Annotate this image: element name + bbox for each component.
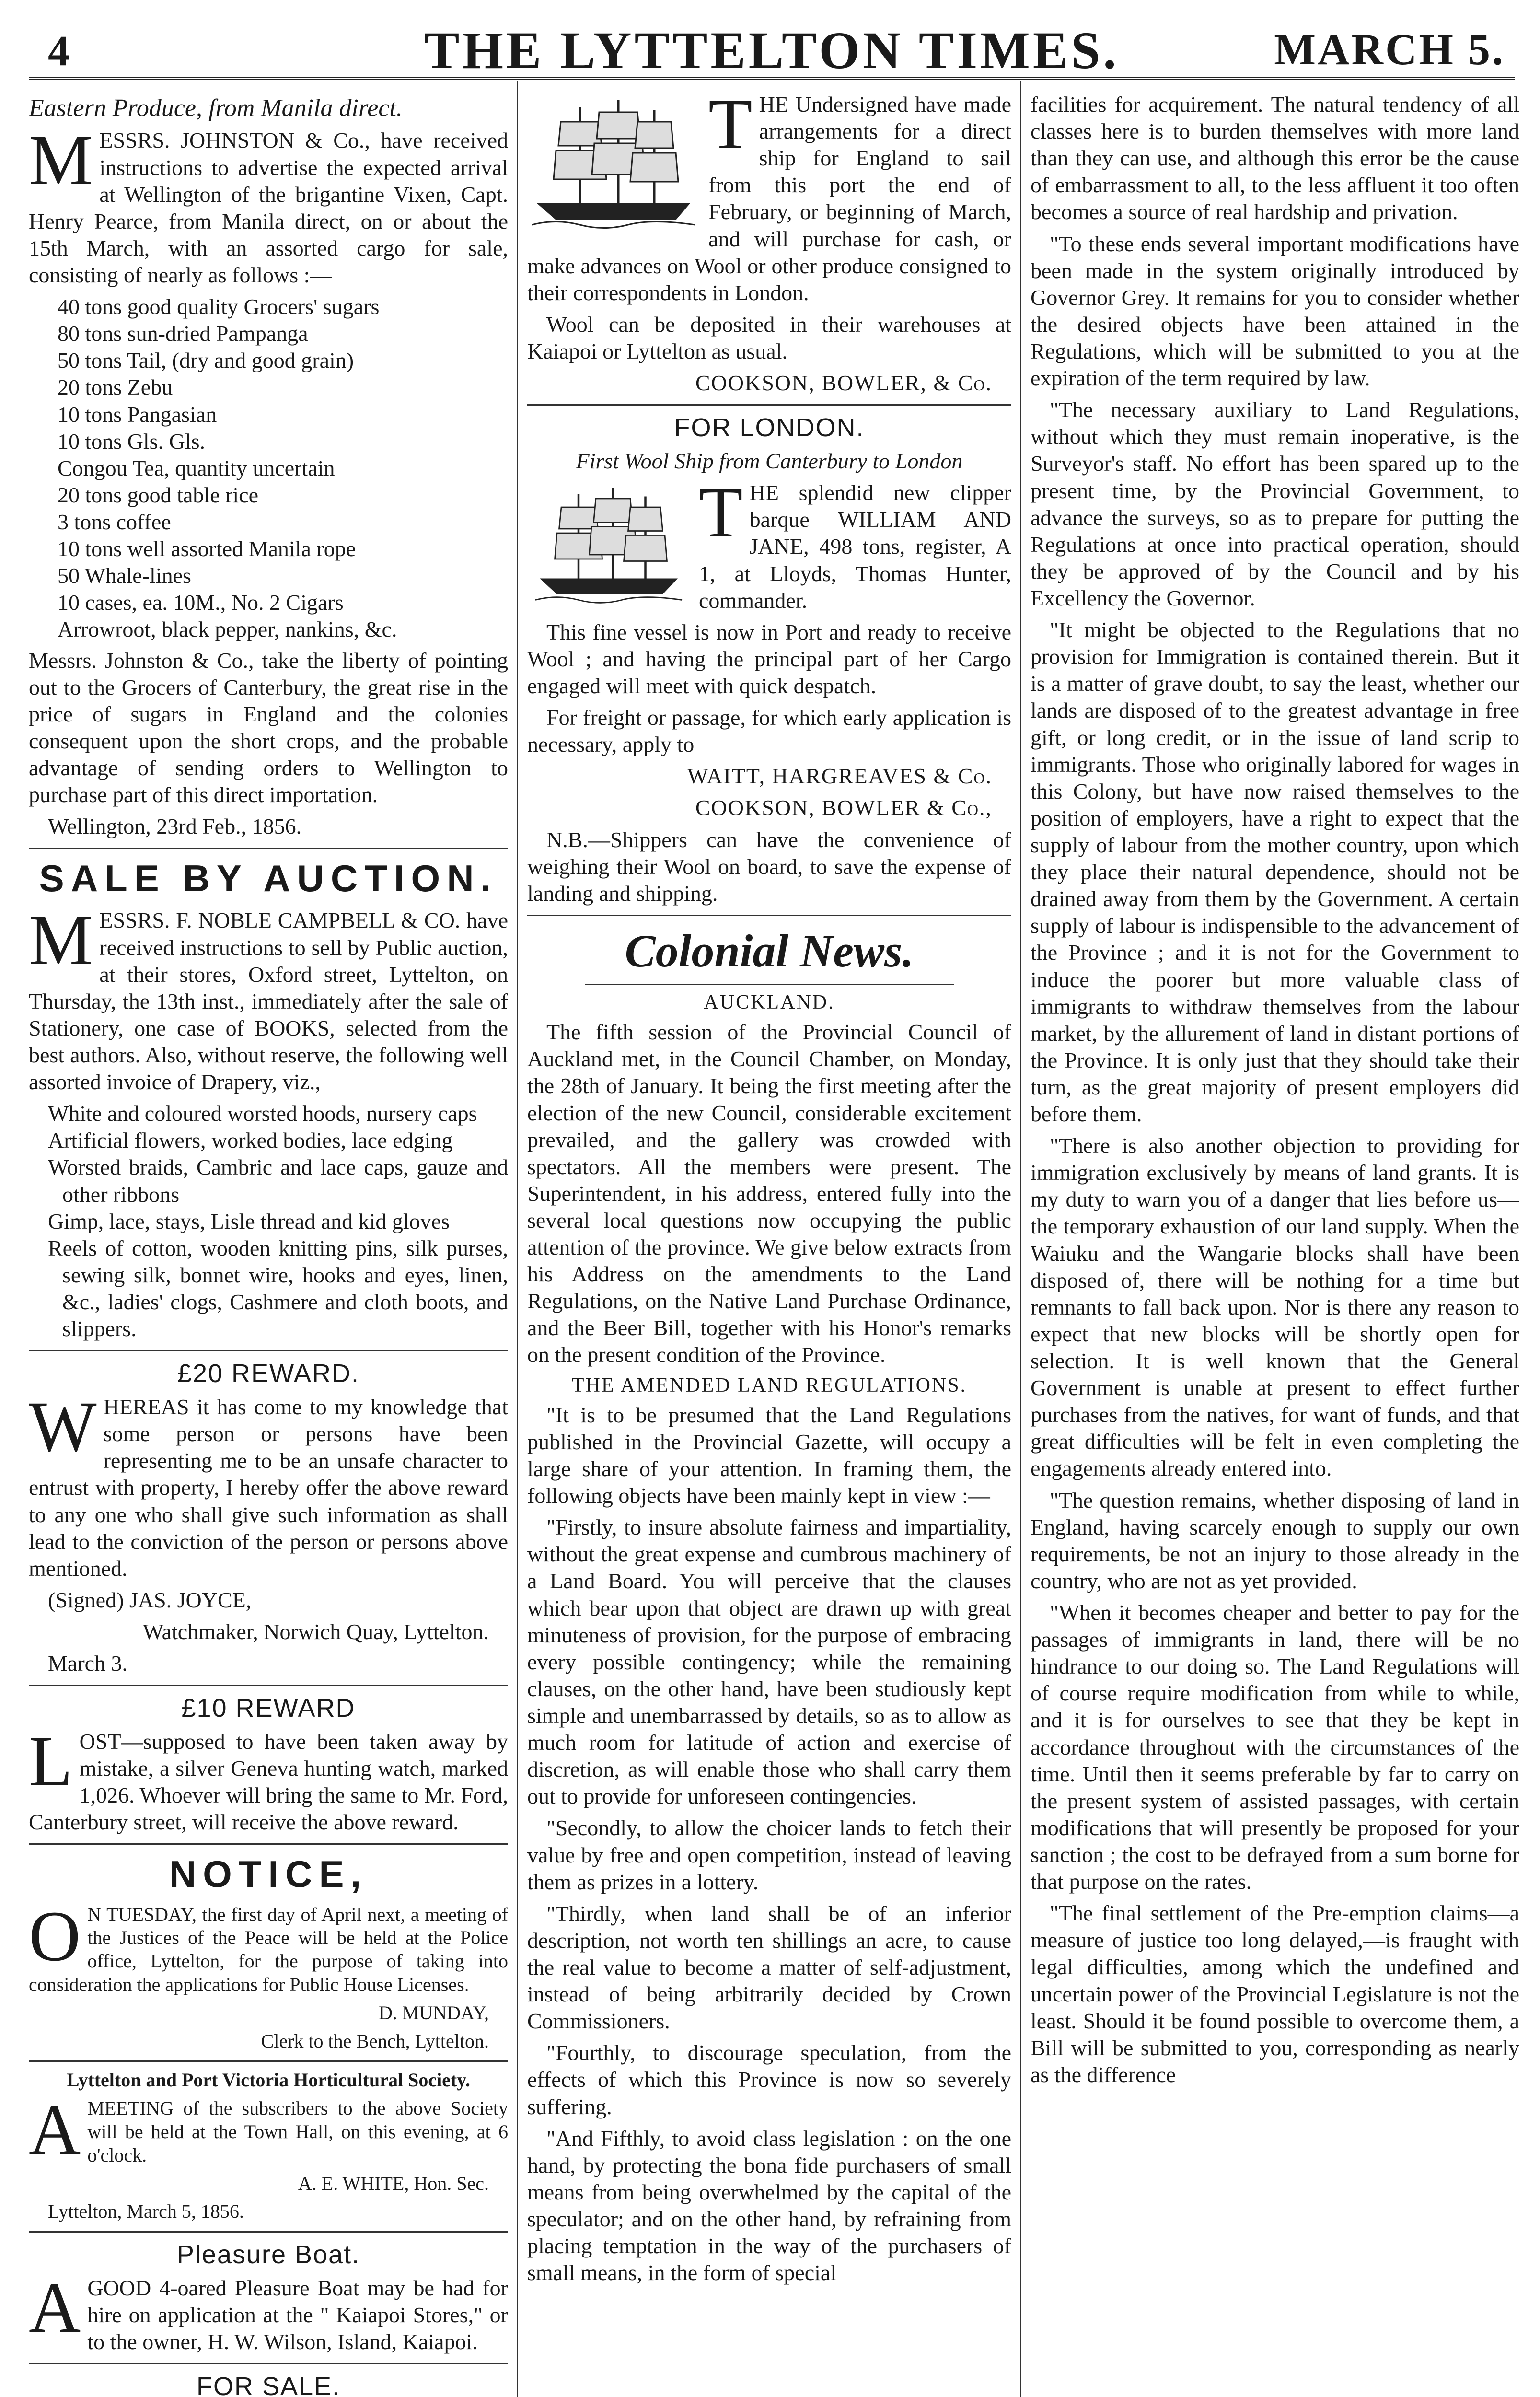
list-item: Worsted braids, Cambric and lace caps, gauze and other ribbons: [48, 1155, 508, 1207]
column-two: [527, 91, 1011, 2397]
advert-heading: NOTICE,: [169, 1853, 368, 1896]
article-paragraph: "The necessary auxiliary to Land Regulations, without which they must remain inoperative, is the Surveyor's staff. No effort has been spared up to the present time, by the Provincial Government, to advance the surveys, so as to prepare for putting the Regulations at once into practical operation, should they be approved of by the Council and by his Excellency the Governor.: [1031, 397, 1519, 610]
advert-heading: Pleasure Boat.: [176, 2240, 360, 2269]
advert-heading: £20 REWARD.: [177, 1359, 360, 1388]
advert-subheading: First Wool Ship from Canterbury to London: [576, 449, 963, 474]
sailing-ship-illustration: [527, 93, 700, 237]
issue-date: MARCH 5.: [1274, 25, 1505, 74]
advert-date: March 3.: [48, 1651, 128, 1676]
advert-twenty-pound-reward: [29, 1358, 508, 1677]
list-item: 10 tons Gls. Gls.: [58, 429, 205, 454]
divider: [29, 1843, 508, 1845]
colonial-news-article: [527, 923, 1011, 2287]
article-paragraph: "The final settlement of the Pre-emption claims—a measure of justice too long delayed,—is fraught with legal difficulties, among which the undefined and uncertain power of the Provincial Legislature is not the least. Should it be found possible to overcome them, a Bill will be submitted to you, corresponding as nearly as the difference: [1031, 1901, 1519, 2087]
advert-heading: FOR SALE.: [196, 2372, 341, 2397]
column-rule: [517, 81, 518, 2397]
advert-manila-produce: [29, 93, 508, 840]
article-subheading: AUCKLAND.: [704, 991, 835, 1013]
divider: [29, 1350, 508, 1351]
divider: [527, 404, 1011, 406]
advert-signed: D. MUNDAY,: [378, 2001, 489, 2024]
divider: [29, 1685, 508, 1686]
divider: [527, 915, 1011, 916]
advert-body: MESSRS. F. NOBLE CAMPBELL & CO. have received instructions to sell by Public auction, at their stores, Oxford street, Lyttelton, on Thursday, the 13th inst., immediately after the sale of Stationery, one case of BOOKS, selected from the best authors. Also, without reserve, the following well assorted invoice of Drapery, viz.,: [29, 900, 508, 1094]
drop-cap: M: [29, 900, 93, 980]
drop-cap: A: [29, 2268, 81, 2348]
advert-signed: (Signed) JAS. JOYCE,: [48, 1587, 252, 1612]
column-rule: [1020, 81, 1021, 2397]
masthead: [29, 10, 1515, 80]
advert-body: MESSRS. JOHNSTON & Co., have received instructions to advertise the expected arrival at Wellington of the brigantine Vixen, Capt. Henry Pearce, from Manila direct, on or about the 15th March, with an assorted cargo for sale, consisting of nearly as follows :—: [29, 120, 508, 287]
article-paragraph: "Fourthly, to discourage speculation, from the effects of which this Province is now so severely suffering.: [527, 2040, 1011, 2119]
drop-cap: T: [699, 473, 743, 553]
list-item: Reels of cotton, wooden knitting pins, silk purses, sewing silk, bonnet wire, hooks and eyes, linen, &c., ladies' clogs, Cashmere and cloth boots, and slippers.: [48, 1235, 508, 1341]
drop-cap: M: [29, 120, 93, 200]
advert-body: AMEETING of the subscribers to the above Society will be held at the Town Hall, on this evening, at 6 o'clock.: [29, 2090, 508, 2170]
advert-signed: A. E. WHITE, Hon. Sec.: [298, 2172, 489, 2194]
article-paragraph: "It is to be presumed that the Land Regulations published in the Provincial Gazette, will occupy a large share of your attention. In framing them, the following objects have been mainly kept in view :—: [527, 1402, 1011, 1508]
advert-body: THE Undersigned have made arrangements for a direct ship for England to sail from this port the end of February, or beginning of March, and will purchase for cash, or make advances on Wool or other produce consigned to their correspondents in London.: [527, 91, 1011, 305]
advert-dateline: Wellington, 23rd Feb., 1856.: [48, 814, 302, 839]
advert-body: LOST—supposed to have been taken away by mistake, a silver Geneva hunting watch, marked 1,026. Whoever will bring the same to Mr. Ford, Canterbury street, will receive the above reward.: [29, 1722, 508, 1835]
drop-cap: T: [708, 91, 753, 164]
article-paragraph: "The question remains, whether disposing of land in England, having scarcely enough to supply our own requirements, be not an injury to those already in the country, who are not as yet provided.: [1031, 1488, 1519, 1593]
list-item: 20 tons Zebu: [58, 375, 173, 400]
advert-heading: FOR LONDON.: [674, 413, 865, 442]
advert-heading: SALE BY AUCTION.: [39, 857, 498, 900]
advert-body-2: This fine vessel is now in Port and ready to receive Wool ; and having the principal part of her Cargo engaged will meet with quick despatch.: [527, 619, 1011, 698]
article-paragraph: "Firstly, to insure absolute fairness and impartiality, without the great expense and cumbrous machinery of a Land Board. You will perceive that the clauses which bear upon that object are drawn up with great minuteness of provision, for the purpose of embracing every possible contingency; while the remaining clauses, on the other hand, have been studiously kept simple and unembarrassed by details, so as to allow as much room for latitude of action and exercise of discretion, as will enable those who shall carry them out to provide for unforeseen contingencies.: [527, 1515, 1011, 1809]
list-item: White and coloured worsted hoods, nursery caps: [48, 1101, 477, 1126]
divider: [29, 2231, 508, 2233]
advert-body-3: For freight or passage, for which early application is necessary, apply to: [527, 705, 1011, 757]
drop-cap: O: [29, 1896, 81, 1976]
list-item: 10 tons Pangasian: [58, 402, 217, 427]
advert-heading: £10 REWARD: [181, 1694, 356, 1723]
article-subheading: THE AMENDED LAND REGULATIONS.: [571, 1374, 967, 1396]
column-three: [1031, 91, 1519, 2397]
agent-name: WAITT, HARGREAVES & Co.: [687, 764, 992, 789]
page-number: 4: [48, 27, 69, 75]
sailing-ship-illustration: [527, 481, 690, 611]
advert-signed: COOKSON, BOWLER, & Co.: [695, 371, 992, 396]
advert-signature-line: Clerk to the Bench, Lyttelton.: [261, 2030, 489, 2052]
cargo-list: [58, 293, 508, 643]
article-paragraph: "To these ends several important modifications have been made in the system originally introduced by Governor Grey. It remains for you to consider whether the desired objects have been attained in the Regulations, which will be submitted to you at the expiration of the term required by law.: [1031, 231, 1519, 391]
newspaper-title: THE LYTTELTON TIMES.: [424, 21, 1119, 80]
divider: [585, 984, 954, 985]
advert-horticultural-society: [29, 2069, 508, 2223]
article-paragraph: "Thirdly, when land shall be of an inferior description, not worth ten shillings an acre, to cause the real value to become a matter of self-adjustment, instead of being arbitrarily decided by Crown Commissioners.: [527, 1901, 1011, 2034]
advert-body-2: Wool can be deposited in their warehouses at Kaiapoi or Lyttelton as usual.: [527, 312, 1011, 363]
list-item: Artificial flowers, worked bodies, lace edging: [48, 1128, 453, 1153]
advert-wool-ship: [527, 91, 1011, 396]
advert-notice: [29, 1851, 508, 2053]
list-item: 50 Whale-lines: [58, 563, 191, 588]
advert-signature-line: Watchmaker, Norwich Quay, Lyttelton.: [142, 1619, 489, 1644]
advert-body: WHEREAS it has come to my knowledge that some person or persons have been representing me to be an unsafe character to entrust with property, I hereby offer the above reward to any one who shall give such information as shall lead to the conviction of the person or persons above mentioned.: [29, 1387, 508, 1581]
article-paragraph: "When it becomes cheaper and better to pay for the passages of immigrants in land, there will be no hindrance to our doing so. The Land Regulations will of course require modification from while to while, and it is for ourselves to see that they be kept in accordance throughout with the circumstances of the time. Until then it seems preferable by far to carry on the present system of assisted passages, with certain modifications that will presently be proposed for your sanction ; the cost to be defrayed from a sum borne for that purpose on the rates.: [1031, 1600, 1519, 1894]
drop-cap: A: [29, 2090, 81, 2170]
article-paragraph: The fifth session of the Provincial Council of Auckland met, in the Council Chamber, on Monday, the 28th of January. It being the first meeting after the election of the new Council, considerable excitement prevailed, and the gallery was crowded with spectators. All the members were present. The Superintendent, in his address, entered fully into the several local questions now occupying the public attention of the province. We give below extracts from his Address on the amendments to the Land Regulations, on the Native Land Purchase Ordinance, and the Beer Bill, together with his Honor's remarks on the present condition of the Province.: [527, 1020, 1011, 1367]
drop-cap: W: [29, 1387, 97, 1467]
advert-ten-pound-reward: [29, 1693, 508, 1836]
drapery-list: [48, 1100, 508, 1342]
advert-heading: Eastern Produce, from Manila direct.: [29, 94, 403, 122]
advert-body: AGOOD 4-oared Pleasure Boat may be had for hire on application at the " Kaiapoi Stores," or to the owner, H. W. Wilson, Island, Kaiapoi.: [29, 2268, 508, 2354]
advert-heading: Lyttelton and Port Victoria Horticultural Society.: [66, 2069, 471, 2091]
section-heading: Colonial News.: [625, 925, 914, 977]
list-item: 10 cases, ea. 10M., No. 2 Cigars: [58, 590, 344, 615]
advert-for-london: [527, 412, 1011, 907]
advert-body: THE splendid new clipper barque WILLIAM AND JANE, 498 tons, register, A 1, at Lloyds, Thomas Hunter, commander.: [699, 473, 1011, 613]
list-item: 40 tons good quality Grocers' sugars: [58, 294, 380, 319]
advert-nb: N.B.—Shippers can have the convenience of weighing their Wool on board, to save the expense of landing and shipping.: [527, 827, 1011, 906]
article-paragraph: "It might be objected to the Regulations that no provision for Immigration is contained therein. But it is a matter of grave doubt, to say the least, whether our lands are disposed of to the greatest advantage in free gift, or long credit, or in the issue of land scrip to immigrants. Those who originally labored for wages in this Colony, but have now raised themselves to the position of employers, have a right to expect that the supply of labour from the mother country, upon which they place their natural dependence, should not be drained away from them by the Government. A certain supply of labour is indispensible to the advancement of the Province ; and it is not for the Government to induce the poorer but more valuable class of immigrants to withdraw themselves from the labour market, by the allurement of land in distant portions of the Province. It is only just that they should take their turn, as the great majority of present employers did before them.: [1031, 617, 1519, 1127]
advert-date: Lyttelton, March 5, 1856.: [48, 2200, 244, 2222]
agent-name: COOKSON, BOWLER & Co.,: [695, 795, 992, 820]
column-one: [29, 91, 508, 2397]
divider: [29, 848, 508, 849]
advert-body: O N TUESDAY, the first day of April next, a meeting of the Justices of the Peace will be held at the Police office, Lyttelton, for the purpose of taking into consideration the applications for Public House Licenses.: [29, 1896, 508, 1996]
list-item: 20 tons good table rice: [58, 482, 259, 507]
divider: [29, 2363, 508, 2364]
advert-closing: Messrs. Johnston & Co., take the liberty of pointing out to the Grocers of Canterbury, the great rise in the price of sugars in England and the colonies consequent upon the short crops, and the probable advantage of sending orders to Wellington to purchase part of this direct importation.: [29, 648, 508, 807]
list-item: Arrowroot, black pepper, nankins, &c.: [58, 617, 397, 642]
advert-for-sale: [29, 2371, 508, 2397]
list-item: 10 tons well assorted Manila rope: [58, 536, 356, 561]
list-item: Gimp, lace, stays, Lisle thread and kid gloves: [48, 1209, 450, 1233]
advert-auction: [29, 856, 508, 1342]
list-item: Congou Tea, quantity uncertain: [58, 455, 335, 480]
article-paragraph: facilities for acquirement. The natural tendency of all classes here is to burden themselves with more land than they can use, and although this error be the cause of embarrassment to all, to the less affluent it too often becomes a source of real hardship and privation.: [1031, 92, 1519, 224]
advert-pleasure-boat: [29, 2239, 508, 2355]
list-item: 3 tons coffee: [58, 509, 171, 534]
article-paragraph: "Secondly, to allow the choicer lands to fetch their value by free and open competition, instead of leaving them as prizes in a lottery.: [527, 1815, 1011, 1894]
list-item: 80 tons sun-dried Pampanga: [58, 321, 308, 346]
article-paragraph: "And Fifthly, to avoid class legislation : on the one hand, by protecting the bona fide purchasers of small means from being overwhelmed by the capital of the speculator; and on the other hand, by refraining from placing temptation in the way of the purchasers of small means, in the form of special: [527, 2126, 1011, 2285]
drop-cap: L: [29, 1722, 73, 1802]
article-paragraph: "There is also another objection to providing for immigration exclusively by means of land grants. It is my duty to warn you of a danger that lies before us—the temporary exhaustion of our land supply. When the Waiuku and the Wangarie blocks shall have been disposed of, there will be nothing for a time but remnants to fall back upon. Nor is there any reason to expect that new blocks will be shortly open for selection. It is well known that the General Government is unable at present to effect further purchases from the natives, for want of funds, and that great difficulties will be felt in even completing the engagements already entered into.: [1031, 1133, 1519, 1481]
list-item: 50 tons Tail, (dry and good grain): [58, 348, 354, 373]
divider: [29, 2060, 508, 2062]
